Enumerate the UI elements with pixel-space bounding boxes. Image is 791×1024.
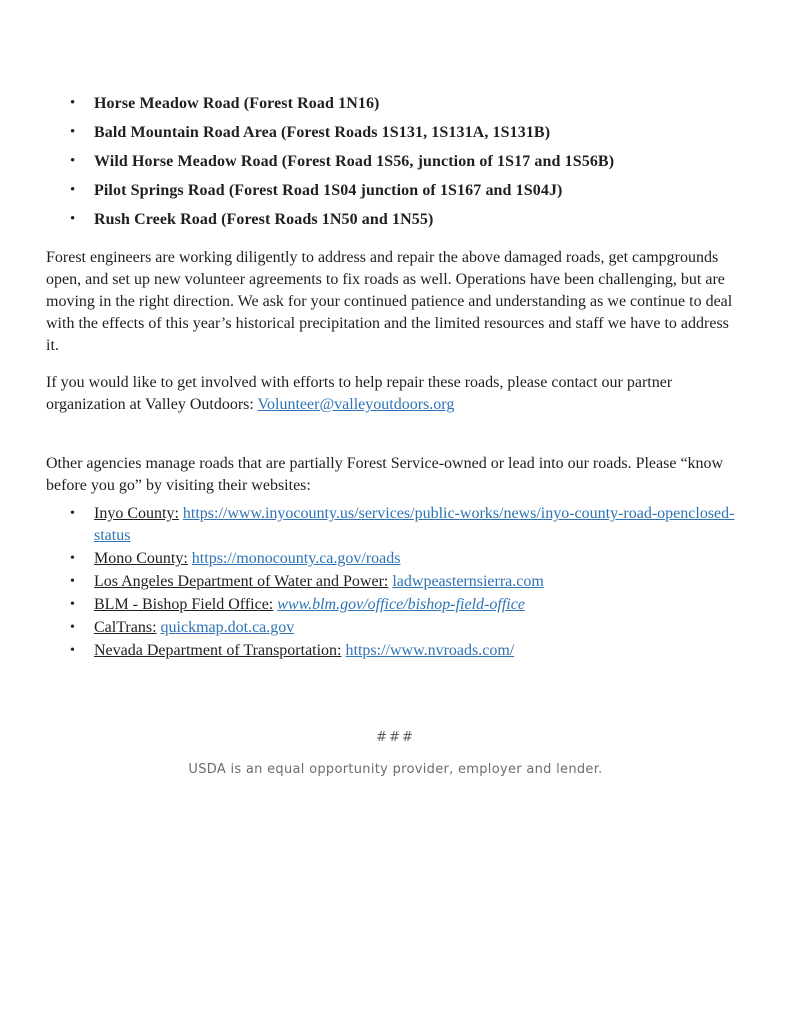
agency-link-item [70,503,745,547]
damaged-road-text: Horse Meadow Road (Forest Road 1N16) [94,95,380,112]
agencies-intro-paragraph: Other agencies manage roads that are partially Forest Service-owned or lead into our roads. Please “know before you go” by visiting their websites: [46,455,724,494]
agency-label: Nevada Department of Transportation: [94,642,342,659]
agency-links-list [46,503,745,662]
agency-label: Los Angeles Department of Water and Power: [94,573,389,590]
agency-link-item [70,548,745,570]
damaged-road-item [70,122,745,143]
damaged-road-text: Bald Mountain Road Area (Forest Roads 1S131, 1S131A, 1S131B) [94,124,551,141]
agency-link-item [70,640,745,662]
agency-label: Mono County: [94,550,188,567]
damaged-road-item [70,209,745,230]
damaged-road-item [70,151,745,172]
mono-county-link[interactable]: https://monocounty.ca.gov/roads [191,550,401,567]
damaged-roads-list [46,93,745,230]
engineers-paragraph: Forest engineers are working diligently to address and repair the above damaged roads, get campgrounds open, and set up new volunteer agreements to fix roads as well. Operations have been challenging, but are moving in the right direction. We ask for your continued patience and understanding as we continue to deal with the effects of this year’s historical precipitation and the limited resources and staff we have to address it. [46,249,733,354]
agency-link-item [70,594,745,616]
damaged-road-item [70,93,745,114]
caltrans-link[interactable]: quickmap.dot.ca.gov [160,619,295,636]
damaged-road-text: Wild Horse Meadow Road (Forest Road 1S56, junction of 1S17 and 1S56B) [94,153,615,170]
agency-label: CalTrans: [94,619,157,636]
agency-label: BLM - Bishop Field Office: [94,596,274,613]
agency-link-item [70,617,745,639]
nevada-dot-link[interactable]: https://www.nvroads.com/ [345,642,515,659]
ladwp-link[interactable]: ladwpeasternsierra.com [392,573,544,590]
volunteer-paragraph [46,372,734,416]
agency-link-item [70,571,745,593]
damaged-road-text: Rush Creek Road (Forest Roads 1N50 and 1N55) [94,211,434,228]
damaged-road-text: Pilot Springs Road (Forest Road 1S04 junction of 1S167 and 1S04J) [94,182,563,199]
inyo-county-link[interactable]: https://www.inyocounty.us/services/public-works/news/inyo-county-road-openclosed-status [94,505,735,544]
volunteer-email-link[interactable]: Volunteer@valleyoutdoors.org [257,396,455,413]
damaged-road-item [70,180,745,201]
volunteer-paragraph-text: If you would like to get involved with efforts to help repair these roads, please contact our partner organization at Valley Outdoors: [46,374,673,413]
agency-label: Inyo County: [94,505,179,522]
blm-bishop-link[interactable]: www.blm.gov/office/bishop-field-office [277,596,525,613]
usda-disclaimer: USDA is an equal opportunity provider, employer and lender. [188,762,603,777]
end-marker: ### [376,730,415,745]
